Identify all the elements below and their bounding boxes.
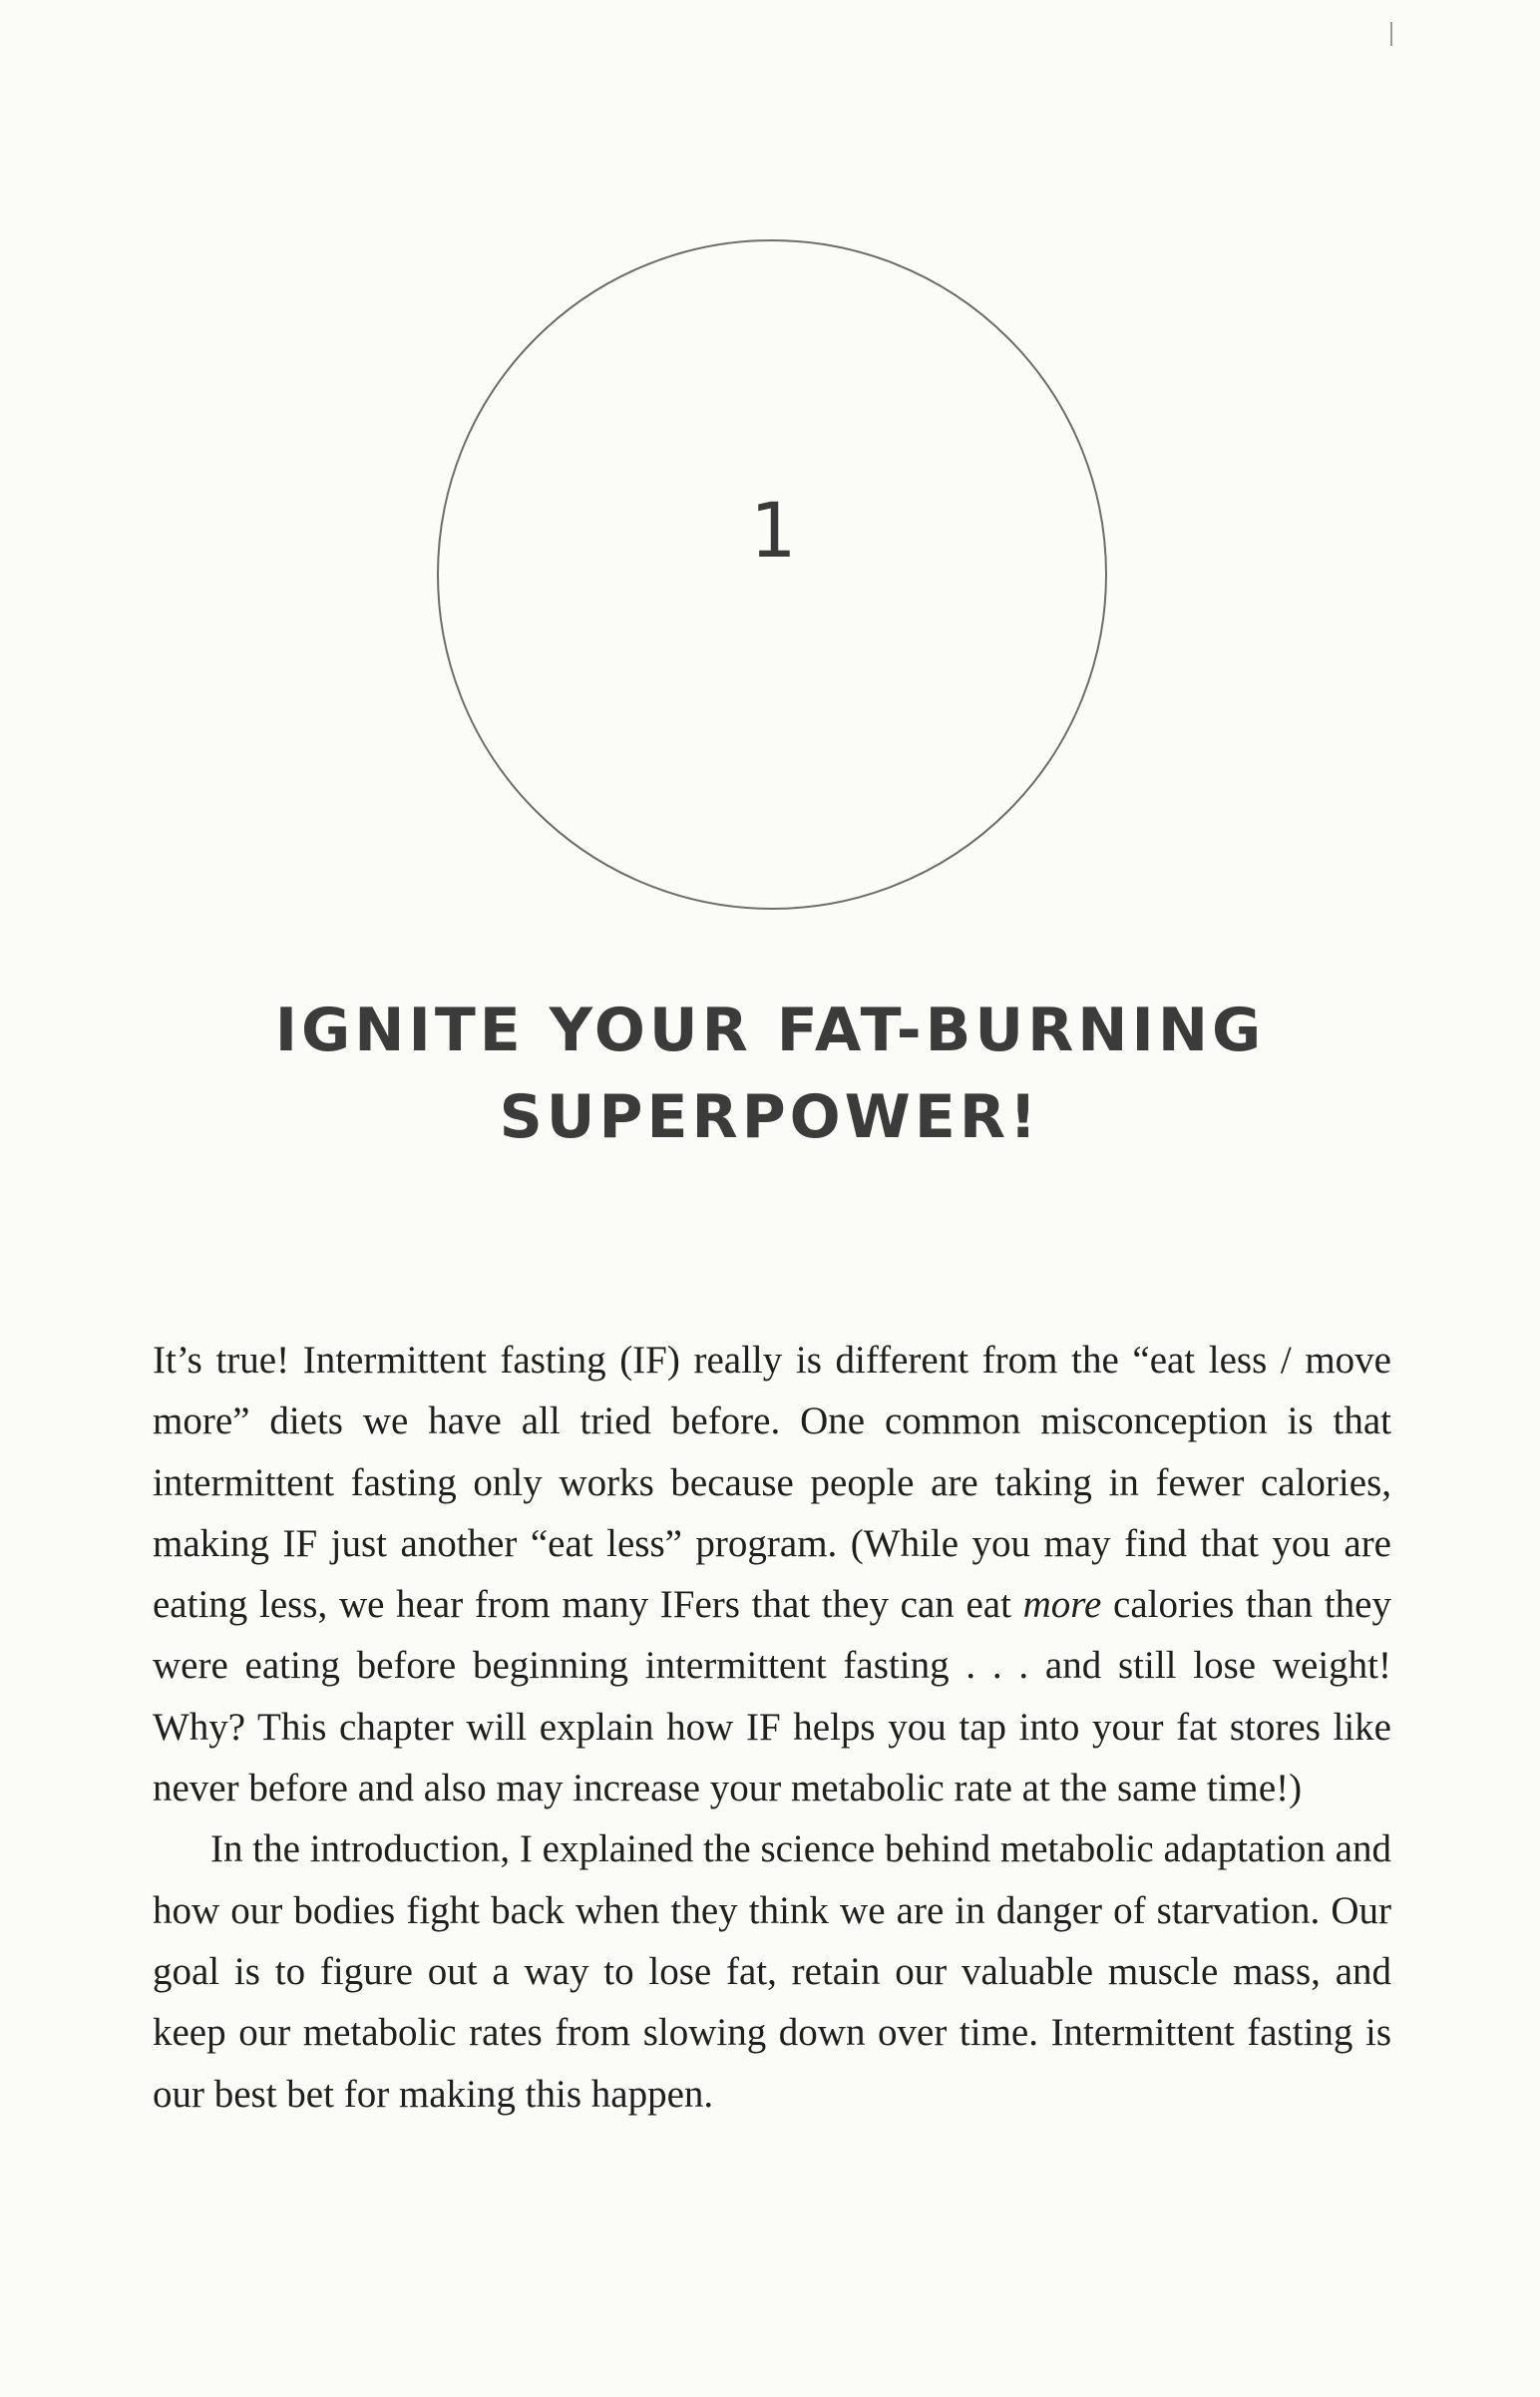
paragraph-1-emphasis: more	[1022, 1583, 1102, 1627]
chapter-body	[153, 1330, 1391, 2125]
chapter-number: 1	[749, 486, 795, 575]
paragraph-1-text-start: It’s true! Intermittent fasting (IF) really is different from the “eat less / move more” diets we have all tried before. One common misconception is that intermittent fasting only works because people are taking in fewer calories, making IF just another “eat less” program. (While you may find that you are eating less, we hear from many IFers that they can eat	[153, 1339, 1391, 1627]
paragraph-1	[153, 1330, 1391, 1818]
paragraph-1-text-end: calories than they were eating before beginning intermittent fasting . . . and still lose weight! Why? This chapter will explain how IF helps you tap into your fat stores like never before and also may increase your metabolic rate at the same time!)	[153, 1583, 1391, 1810]
paragraph-2: In the introduction, I explained the science behind metabolic adaptation and how our bodies fight back when they think we are in danger of starvation. Our goal is to figure out a way to lose fat, retain our valuable muscle mass, and keep our metabolic rates from slowing down over time. Intermittent fasting is our best bet for making this happen.	[153, 1827, 1391, 2116]
chapter-title-line-2: SUPERPOWER!	[499, 1082, 1041, 1152]
chapter-title-line-1: IGNITE YOUR FAT-BURNING	[274, 996, 1266, 1065]
chapter-title	[0, 988, 1540, 1161]
page-edge-mark	[1390, 22, 1392, 46]
chapter-number-circle	[437, 239, 1107, 910]
